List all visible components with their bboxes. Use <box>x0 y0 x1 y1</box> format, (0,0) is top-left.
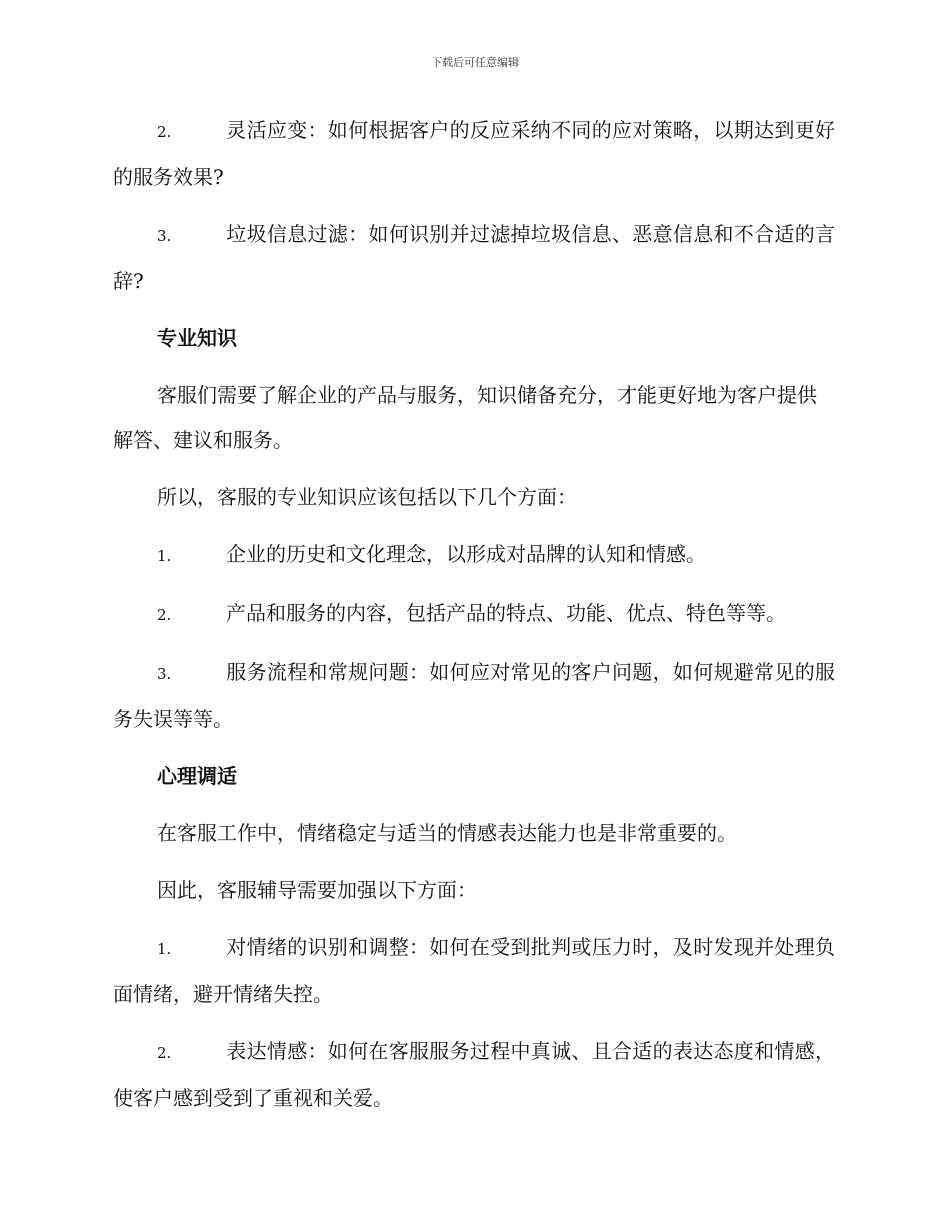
list-item <box>113 650 835 742</box>
list-number: 2. <box>157 606 172 624</box>
list-number: 2. <box>157 1044 172 1062</box>
list-number: 1. <box>157 547 172 565</box>
list-item-text: 对情绪的识别和调整：如何在受到批判或压力时，及时发现并处理负面情绪，避开情绪失控。 <box>113 935 835 1006</box>
list-item <box>113 108 835 200</box>
list-number: 3. <box>157 665 172 683</box>
paragraph: 因此，客服辅导需要加强以下方面： <box>157 878 477 902</box>
section-heading-professional-knowledge: 专业知识 <box>157 326 237 350</box>
list-item <box>113 532 835 579</box>
list-item-text: 垃圾信息过滤：如何识别并过滤掉垃圾信息、恶意信息和不合适的言辞? <box>113 222 835 293</box>
list-item-text: 企业的历史和文化理念，以形成对品牌的认知和情感。 <box>226 542 706 566</box>
list-item <box>113 212 835 304</box>
list-number: 3. <box>157 227 172 245</box>
list-item-text: 灵活应变：如何根据客户的反应采纳不同的应对策略，以期达到更好的服务效果? <box>113 118 835 189</box>
list-item-text: 服务流程和常规问题：如何应对常见的客户问题，如何规避常见的服务失误等等。 <box>113 660 835 731</box>
list-item <box>113 1029 835 1121</box>
list-item <box>113 591 835 638</box>
list-item <box>113 925 835 1017</box>
section-heading-psychological-adjustment: 心理调适 <box>157 764 237 788</box>
paragraph: 所以，客服的专业知识应该包括以下几个方面： <box>157 485 577 509</box>
page-header: 下载后可任意编辑 <box>431 56 519 69</box>
list-item-text: 表达情感：如何在客服服务过程中真诚、且合适的表达态度和情感，使客户感到受到了重视和关爱。 <box>113 1039 835 1110</box>
list-number: 1. <box>157 940 172 958</box>
list-item-text: 产品和服务的内容，包括产品的特点、功能、优点、特色等等。 <box>226 601 786 625</box>
document-body <box>113 108 835 1133</box>
list-number: 2. <box>157 123 172 141</box>
paragraph: 客服们需要了解企业的产品与服务，知识储备充分，才能更好地为客户提供解答、建议和服务。 <box>113 383 817 452</box>
paragraph: 在客服工作中，情绪稳定与适当的情感表达能力也是非常重要的。 <box>157 821 737 845</box>
